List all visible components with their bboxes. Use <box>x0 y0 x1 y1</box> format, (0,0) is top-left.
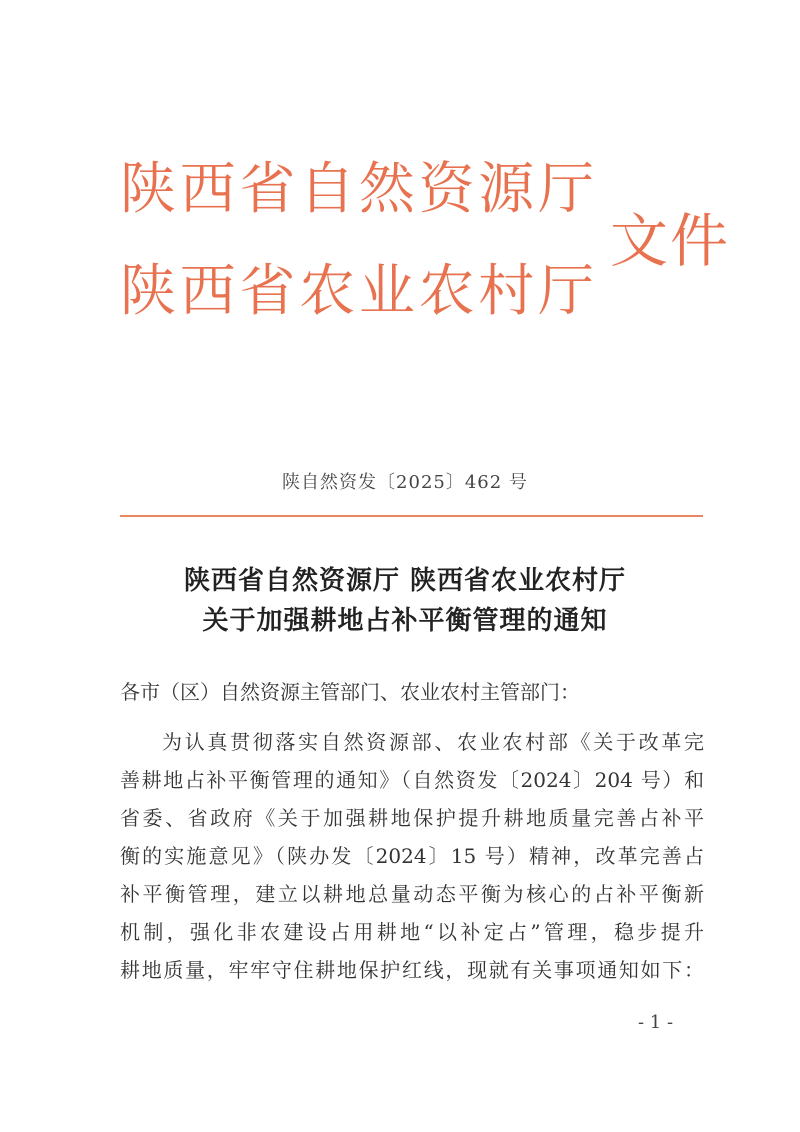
document-suffix: 文件 <box>610 207 731 275</box>
body-line: 衡的实施意见》（陕办发〔2024〕15 号）精神，改革完善占 <box>120 844 704 868</box>
title-line-2: 关于加强耕地占补平衡管理的通知 <box>202 606 608 636</box>
page-number: - 1 - <box>638 1012 674 1033</box>
issuing-org-agriculture: 陕西省农业农村厅 <box>120 259 595 324</box>
body-line: 补平衡管理，建立以耕地总量动态平衡为核心的占补平衡新 <box>120 882 704 906</box>
body-line: 耕地质量，牢牢守住耕地保护红线，现就有关事项通知如下： <box>120 958 704 982</box>
salutation: 各市（区）自然资源主管部门、农业农村主管部门： <box>120 680 580 704</box>
document-number: 陕自然资发〔2025〕462 号 <box>282 472 528 493</box>
body-line: 为认真贯彻落实自然资源部、农业农村部《关于改革完 <box>162 730 704 754</box>
body-line: 善耕地占补平衡管理的通知》（自然资发〔2024〕204 号）和 <box>120 768 704 792</box>
issuing-org-natural-resources: 陕西省自然资源厅 <box>120 157 595 222</box>
red-divider <box>120 515 703 517</box>
body-line: 机制，强化非农建设占用耕地“以补定占”管理，稳步提升 <box>120 920 704 944</box>
title-line-1: 陕西省自然资源厅 陕西省农业农村厅 <box>183 566 627 596</box>
body-line: 省委、省政府《关于加强耕地保护提升耕地质量完善占补平 <box>120 806 704 830</box>
